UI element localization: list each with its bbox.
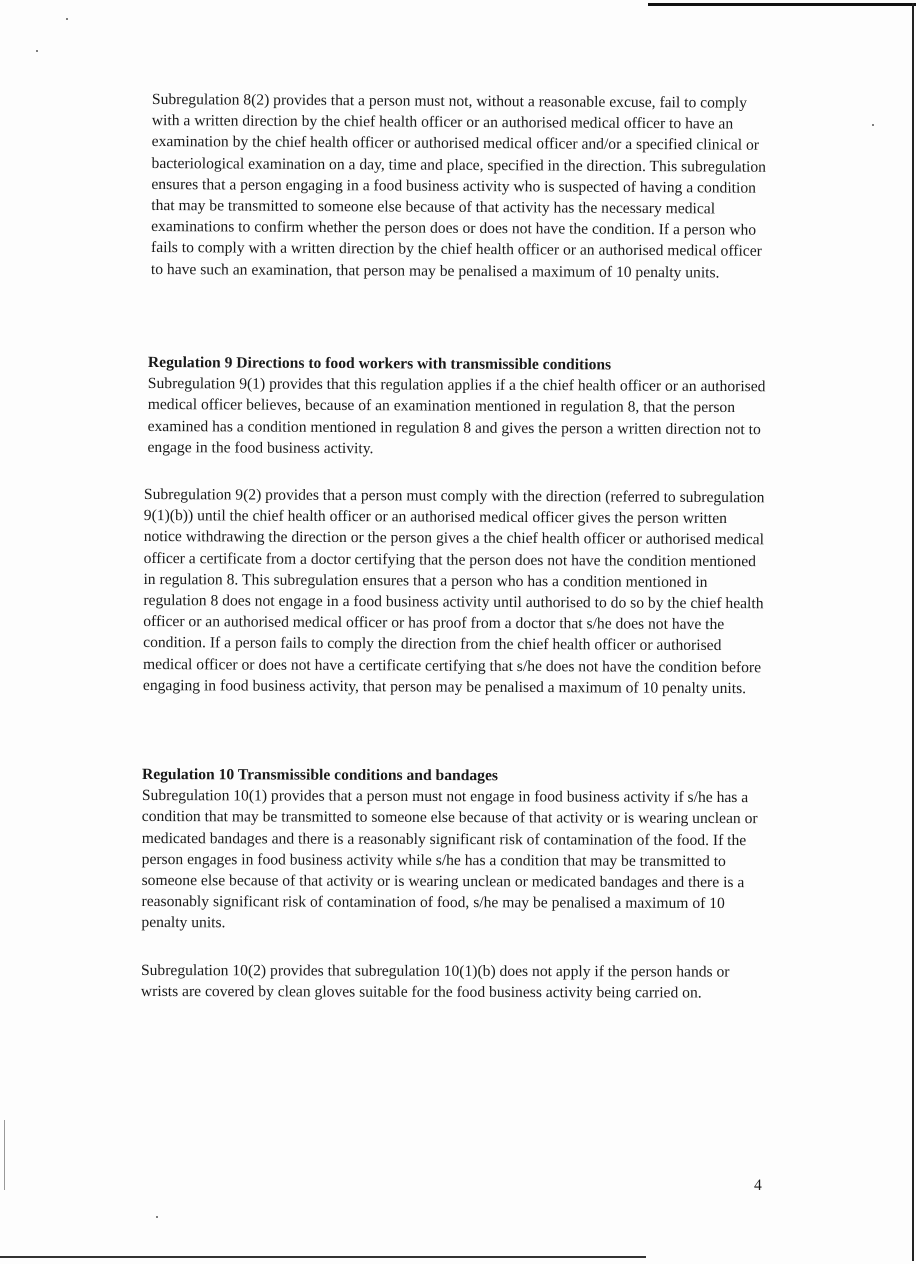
scan-speck	[36, 50, 38, 52]
scan-edge-bottom	[0, 1256, 646, 1258]
paragraph-reg9-1: Subregulation 9(1) provides that this regulation applies if a the chief health officer or an authorised medical officer believes, because of an examination mentioned in regulation 8, that the person examined has a condition mentioned in regulation 8 and gives the person a written direction not to engage in the food business activity.	[147, 375, 766, 457]
section-reg9-1	[147, 352, 766, 461]
section-reg10-2	[141, 960, 763, 1004]
heading-regulation-10: Regulation 10 Transmissible conditions and bandages	[141, 766, 498, 785]
paragraph-reg8-2: Subregulation 8(2) provides that a person must not, without a reasonable excuse, fail to comply with a written direction by the chief health officer or an authorised medical officer to have an examination by the chief health officer or authorised medical officer and/or a specified clinical or bacteriological examination on a day, time and place, specified in the direction. This subregulation ensures that a person engaging in a food business activity who is suspected of having a condition that may be transmitted to someone else because of that activity has the necessary medical examinations to confirm whether the person does or does not have the condition. If a person who fails to comply with a written direction by the chief health officer or an authorised medical officer to have such an examination, that person may be penalised a maximum of 10 penalty units.	[150, 90, 767, 282]
section-reg8-2	[151, 89, 778, 284]
paragraph-reg10-1: Subregulation 10(1) provides that a person must not engage in food business activity if s/he has a condition that may be transmitted to someone else because of that activity or is wearing unclean or medicated bandages and there is a reasonably significant risk of contamination of the food. If the person engages in food business activity while s/he has a condition that may be transmitted to someone else because of that activity or is wearing unclean or medicated bandages and there is a reasonably significant risk of contamination of food, s/he may be penalised a maximum of 10 penalty units.	[141, 787, 758, 932]
scan-edge-left	[4, 1120, 5, 1190]
scan-speck	[872, 124, 874, 126]
section-reg10-1	[141, 764, 764, 936]
scan-speck	[156, 1216, 158, 1218]
paragraph-reg10-2: Subregulation 10(2) provides that subregulation 10(1)(b) does not apply if the person hands or wrists are covered by clean gloves suitable for the food business activity being carried on.	[140, 962, 730, 1002]
section-reg9-2	[143, 484, 766, 699]
page-number: 4	[754, 1177, 762, 1194]
heading-regulation-9: Regulation 9 Directions to food workers with transmissible conditions	[147, 353, 612, 374]
paragraph-reg9-2: Subregulation 9(2) provides that a person must comply with the direction (referred to subregulation 9(1)(b)) until the chief health officer or an authorised medical officer gives the person written notice withdrawing the direction or the person gives a the chief health officer or authorised medical officer a certificate from a doctor certifying that the person does not have the condition mentioned in regulation 8. This subregulation ensures that a person who has a condition mentioned in regulation 8 does not engage in a food business activity until authorised to do so by the chief health officer or an authorised medical officer or has proof from a doctor that s/he does not have the condition. If a person fails to comply the direction from the chief health officer or authorised medical officer or does not have a certificate certifying that s/he does not have the condition before engaging in food business activity, that person may be penalised a maximum of 10 penalty units.	[142, 485, 765, 697]
scan-edge-top	[648, 3, 916, 6]
scan-edge-right	[912, 3, 914, 1261]
scan-speck	[66, 18, 68, 20]
